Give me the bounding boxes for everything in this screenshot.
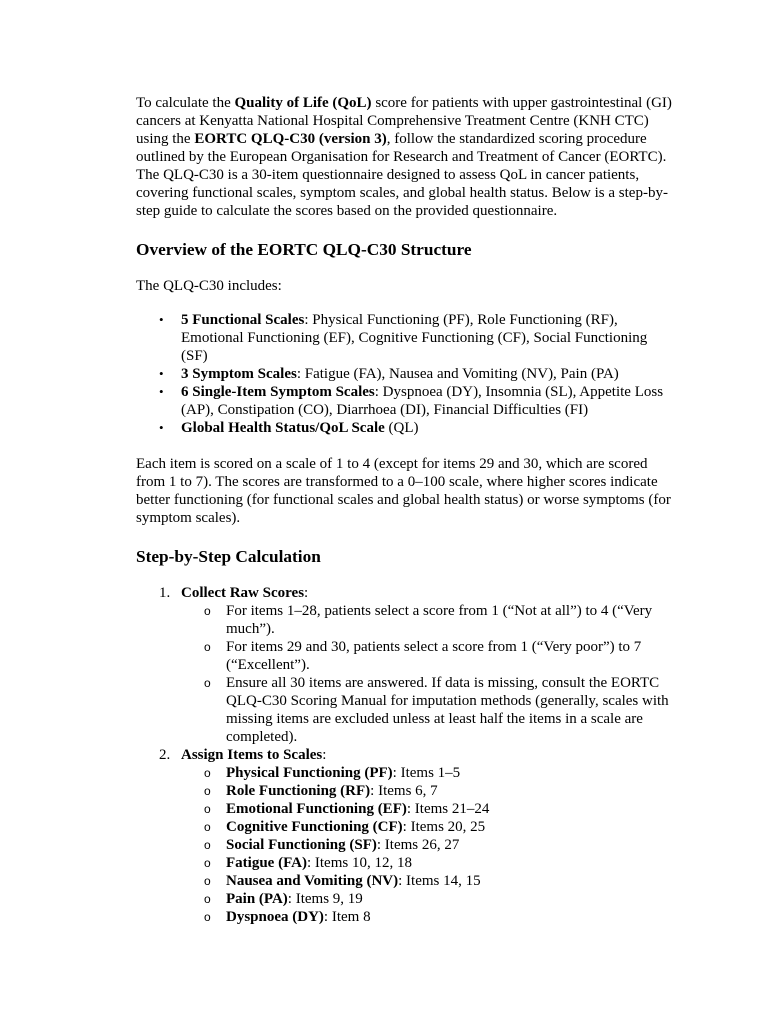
scale-item bbox=[204, 890, 676, 908]
overview-bullet-list bbox=[136, 311, 676, 437]
bullet-item bbox=[159, 311, 676, 365]
intro-text: To calculate the bbox=[136, 95, 235, 111]
scale-item bbox=[204, 854, 676, 872]
scale-items: : Items 26, 27 bbox=[376, 837, 460, 853]
scale-item bbox=[204, 782, 676, 800]
step-number: 2. bbox=[159, 747, 171, 763]
sub-item-text: For items 1–28, patients select a score from 1 (“Not at all”) to 4 (“Very much”). bbox=[226, 603, 653, 637]
scale-items: : Items 20, 25 bbox=[402, 819, 486, 835]
scale-item bbox=[204, 764, 676, 782]
sub-item bbox=[204, 674, 676, 746]
bullet-mark: • bbox=[159, 420, 164, 435]
sub-bullet-mark: o bbox=[204, 856, 211, 870]
scale-items: : Items 14, 15 bbox=[398, 873, 481, 889]
bullet-bold: 3 Symptom Scales bbox=[181, 366, 297, 382]
bullet-mark: • bbox=[159, 312, 164, 327]
sub-item bbox=[204, 602, 676, 638]
scale-name: Social Functioning (SF) bbox=[226, 837, 377, 853]
overview-heading: Overview of the EORTC QLQ-C30 Structure bbox=[136, 240, 472, 259]
bullet-bold: 5 Functional Scales bbox=[181, 312, 305, 328]
bullet-bold: Global Health Status/QoL Scale bbox=[181, 420, 385, 436]
step-colon: : bbox=[322, 747, 327, 763]
step-title: Collect Raw Scores bbox=[181, 585, 305, 601]
sub-bullet-mark: o bbox=[204, 820, 211, 834]
intro-paragraph bbox=[136, 94, 676, 220]
step-item bbox=[159, 746, 676, 926]
scale-items: : Item 8 bbox=[323, 909, 371, 925]
sub-bullet-mark: o bbox=[204, 640, 211, 654]
scale-item bbox=[204, 836, 676, 854]
sub-bullet-mark: o bbox=[204, 838, 211, 852]
bullet-item bbox=[159, 383, 676, 419]
bullet-mark: • bbox=[159, 366, 164, 381]
intro-text: , follow the standardized scoring procedure outlined by the European Organisation for Research and Treatment of Cancer (EORTC). The QLQ-C30 is a 30-item questionnaire designed to assess QoL in cancer patients, covering functional scales, symptom scales, and global health status. Below is a step-by-step guide to calculate the scores based on the provided questionnaire. bbox=[136, 131, 668, 219]
scale-items: : Items 21–24 bbox=[406, 801, 490, 817]
bullet-text: (QL) bbox=[384, 420, 419, 436]
scale-items: : Items 1–5 bbox=[392, 765, 461, 781]
sub-item-text: Ensure all 30 items are answered. If data is missing, consult the EORTC QLQ-C30 Scoring Manual for imputation methods (generally, scales with missing items are excluded unless at least half the items in a scale are completed). bbox=[226, 675, 669, 745]
step-number: 1. bbox=[159, 585, 171, 601]
overview-lead: The QLQ-C30 includes: bbox=[136, 278, 282, 294]
sub-bullet-mark: o bbox=[204, 766, 211, 780]
steps-heading: Step-by-Step Calculation bbox=[136, 547, 321, 566]
intro-bold-eortc: EORTC QLQ-C30 (version 3) bbox=[194, 131, 387, 147]
scale-name: Physical Functioning (PF) bbox=[226, 765, 393, 781]
scale-name: Fatigue (FA) bbox=[226, 855, 307, 871]
scale-item bbox=[204, 908, 676, 926]
sub-bullet-mark: o bbox=[204, 802, 211, 816]
bullet-item bbox=[159, 365, 676, 383]
scoring-note: Each item is scored on a scale of 1 to 4 (except for items 29 and 30, which are scored from 1 to 7). The scores are transformed to a 0–100 scale, where higher scores indicate better functioning (for functional scales and global health status) or worse symptoms (for symptom scales). bbox=[136, 456, 671, 526]
bullet-bold: 6 Single-Item Symptom Scales bbox=[181, 384, 375, 400]
bullet-text: : Physical Functioning (PF), Role Functioning (RF), Emotional Functioning (EF), Cognitive Functioning (CF), Social Functioning (SF) bbox=[181, 312, 648, 364]
bullet-text: : Dyspnoea (DY), Insomnia (SL), Appetite Loss (AP), Constipation (CO), Diarrhoea (DI), Financial Difficulties (FI) bbox=[181, 384, 664, 418]
scale-item bbox=[204, 800, 676, 818]
bullet-text: : Fatigue (FA), Nausea and Vomiting (NV), Pain (PA) bbox=[296, 366, 619, 382]
sub-item bbox=[204, 638, 676, 674]
scale-item bbox=[204, 872, 676, 890]
step1-sublist bbox=[181, 602, 676, 746]
scale-item bbox=[204, 818, 676, 836]
scale-name: Emotional Functioning (EF) bbox=[226, 801, 407, 817]
step-title: Assign Items to Scales bbox=[181, 747, 323, 763]
document-body bbox=[136, 94, 676, 926]
step-item bbox=[159, 584, 676, 746]
sub-bullet-mark: o bbox=[204, 910, 211, 924]
sub-item-text: For items 29 and 30, patients select a score from 1 (“Very poor”) to 7 (“Excellent”). bbox=[226, 639, 642, 673]
bullet-mark: • bbox=[159, 384, 164, 399]
bullet-item bbox=[159, 419, 676, 437]
scale-name: Dyspnoea (DY) bbox=[226, 909, 324, 925]
steps-list bbox=[136, 584, 676, 926]
scale-name: Pain (PA) bbox=[226, 891, 288, 907]
scale-name: Role Functioning (RF) bbox=[226, 783, 371, 799]
sub-bullet-mark: o bbox=[204, 604, 211, 618]
step2-sublist bbox=[181, 764, 676, 926]
intro-text: score for patients with upper gastrointestinal (GI) cancers at Kenyatta National Hospital Comprehensive Treatment Centre (KNH CTC) using the bbox=[136, 95, 672, 147]
scale-name: Nausea and Vomiting (NV) bbox=[226, 873, 399, 889]
scale-items: : Items 9, 19 bbox=[287, 891, 363, 907]
scale-items: : Items 10, 12, 18 bbox=[306, 855, 412, 871]
scale-items: : Items 6, 7 bbox=[370, 783, 438, 799]
sub-bullet-mark: o bbox=[204, 784, 211, 798]
intro-bold-qol: Quality of Life (QoL) bbox=[234, 95, 372, 111]
sub-bullet-mark: o bbox=[204, 676, 211, 690]
sub-bullet-mark: o bbox=[204, 874, 211, 888]
step-colon: : bbox=[304, 585, 309, 601]
sub-bullet-mark: o bbox=[204, 892, 211, 906]
scale-name: Cognitive Functioning (CF) bbox=[226, 819, 403, 835]
